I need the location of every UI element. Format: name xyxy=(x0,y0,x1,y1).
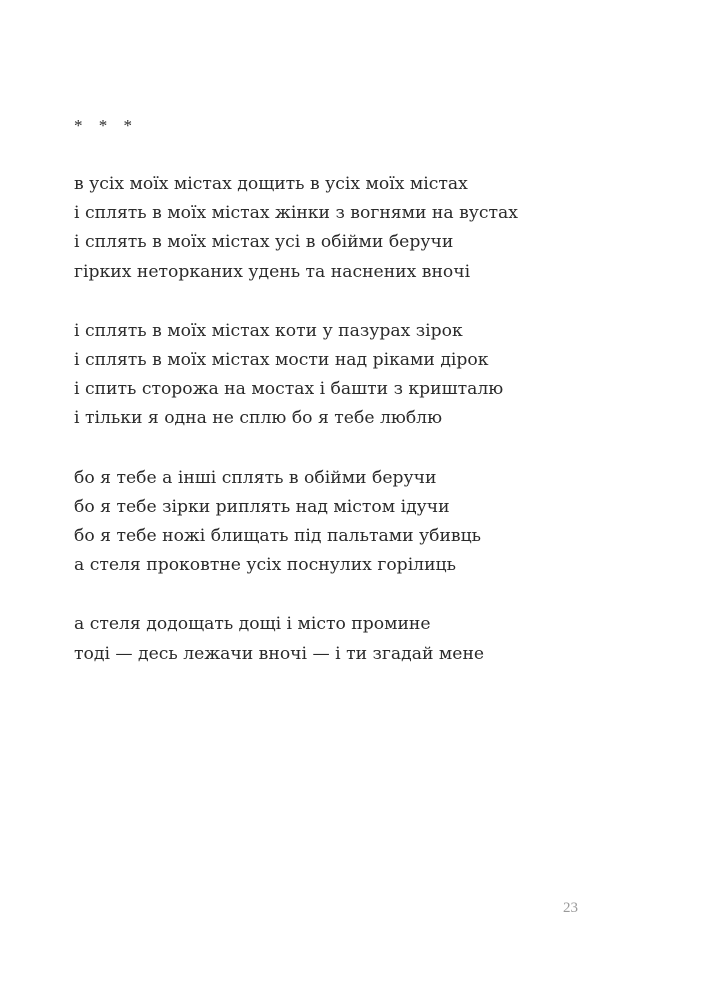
stanza-3 xyxy=(74,464,634,581)
section-mark: * * * xyxy=(74,116,138,135)
poem-line: тоді — десь лежачи вночі — і ти згадай мене xyxy=(74,643,485,664)
stanza-2 xyxy=(74,317,634,434)
page-number: 23 xyxy=(563,900,578,916)
poem-line: і сплять в моїх містах коти у пазурах зірок xyxy=(74,320,463,341)
poem-line: гірких неторканих удень та наснених вночі xyxy=(74,261,471,282)
poem-line: а стеля додощать дощі і місто промине xyxy=(74,614,431,635)
poem-line: і сплять в моїх містах жінки з вогнями на вустах xyxy=(74,203,518,224)
poem-line: і сплять в моїх містах мости над ріками дірок xyxy=(74,350,489,371)
poem-line: бо я тебе ножі блищать під пальтами убивць xyxy=(74,526,482,547)
poem xyxy=(74,170,634,699)
poem-line: бо я тебе а інші сплять в обійми беручи xyxy=(74,467,437,488)
poem-line: і спить сторожа на мостах і башти з кришталю xyxy=(74,379,504,400)
poem-line: і сплять в моїх містах усі в обійми беручи xyxy=(74,232,454,253)
stanza-1 xyxy=(74,170,634,287)
poem-line: бо я тебе зірки риплять над містом ідучи xyxy=(74,496,450,517)
poem-line: і тільки я одна не сплю бо я тебе люблю xyxy=(74,408,443,429)
stanza-4 xyxy=(74,610,634,668)
poem-line: а стеля проковтне усіх поснулих горілиць xyxy=(74,555,456,576)
poem-line: в усіх моїх містах дощить в усіх моїх містах xyxy=(74,174,468,194)
